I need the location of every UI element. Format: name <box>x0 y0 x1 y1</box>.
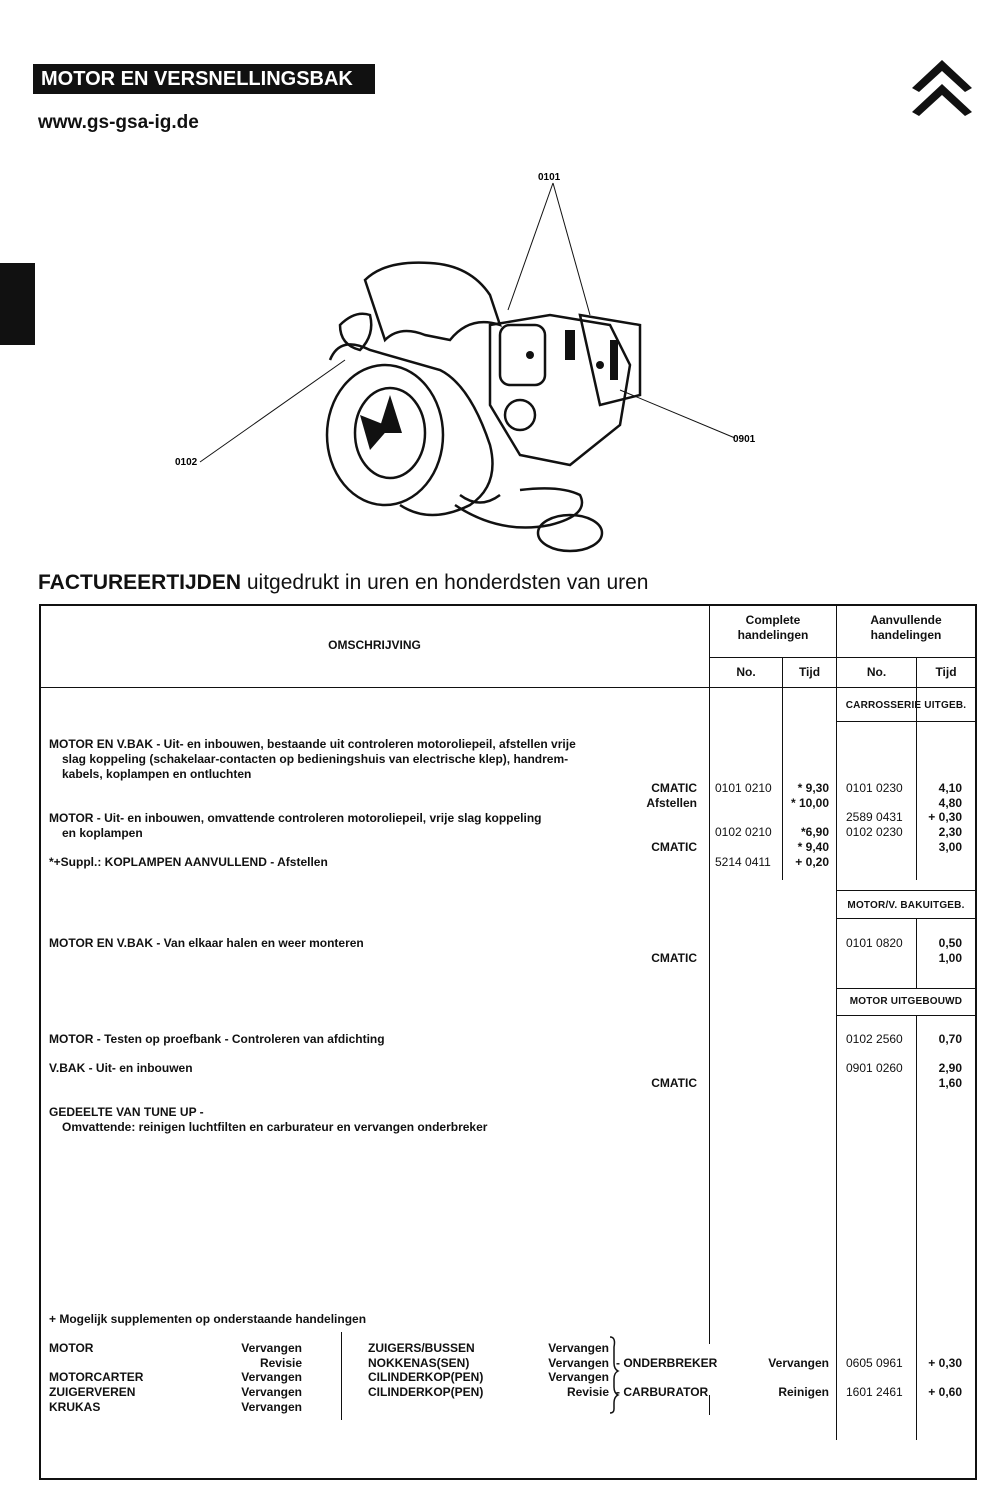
row6-extra-b: 1,60 <box>938 1076 962 1090</box>
row2-tijd-a: *6,90 <box>800 825 829 839</box>
row7-desc-line2: Omvattende: reinigen luchtfilten en carburateur en vervangen onderbreker <box>62 1120 488 1134</box>
row1-no: 0101 0210 <box>715 781 772 795</box>
row1-afstellen: Afstellen <box>646 796 697 810</box>
row6-cmatic: CMATIC <box>651 1076 697 1090</box>
supp-tick <box>709 1395 710 1415</box>
section-motor-uitgebouwd: MOTOR UITGEBOUWD <box>849 996 963 1007</box>
supp-cilinderkop-2: CILINDERKOP(PEN) <box>368 1385 484 1399</box>
row4-extra-no: 0101 0820 <box>846 936 903 950</box>
section2-top <box>836 890 976 891</box>
section3-top <box>836 988 976 989</box>
row2-extra-no-a: 2589 0431 <box>846 810 903 824</box>
supp-onderbreker-tijd: + 0,30 <box>928 1356 962 1370</box>
supp-onderbreker: - ONDERBREKER <box>616 1356 718 1370</box>
supp-zuigers-bussen-action: Vervangen <box>548 1341 609 1355</box>
row1-desc-line3: kabels, koplampen en ontluchten <box>62 767 252 781</box>
col-header-tijd-extra: Tijd <box>935 665 957 679</box>
row4-extra-b: 1,00 <box>938 951 962 965</box>
heading-bold: FACTUREERTIJDEN <box>38 571 242 594</box>
col-header-no: No. <box>736 665 756 679</box>
col-header-tijd: Tijd <box>798 665 821 679</box>
supp-cilinderkop-2-action: Revisie <box>566 1385 609 1399</box>
section3-line <box>836 1015 976 1016</box>
supp-cilinderkop-1-action: Vervangen <box>548 1370 609 1384</box>
supp-motorcarter-action: Vervangen <box>241 1370 302 1384</box>
supp-motorcarter: MOTORCARTER <box>49 1370 144 1384</box>
row2-extra-c: 3,00 <box>938 840 962 854</box>
supp-onderbreker-no: 0605 0961 <box>846 1356 903 1370</box>
table-right-border <box>975 604 977 1480</box>
supp-motor: MOTOR <box>49 1341 94 1355</box>
website-url: www.gs-gsa-ig.de <box>38 112 199 133</box>
row6-extra-a: 2,90 <box>938 1061 962 1075</box>
supp-krukas-action: Vervangen <box>241 1400 302 1414</box>
col-header-complete-2: handelingen <box>737 628 809 642</box>
row6-desc: V.BAK - Uit- en inbouwen <box>49 1061 193 1075</box>
supp-zuigers-bussen: ZUIGERS/BUSSEN <box>368 1341 475 1355</box>
brace-icon <box>608 1335 620 1415</box>
row3-tijd: + 0,20 <box>795 855 829 869</box>
supp-carburator-action: Reinigen <box>778 1385 829 1399</box>
callout-0102: 0102 <box>175 457 198 468</box>
row1-desc-line1: MOTOR EN V.BAK - Uit- en inbouwen, bestaande uit controleren motoroliepeil, afstellen vrije <box>49 737 576 751</box>
supp-motor-action: Vervangen <box>241 1341 302 1355</box>
heading-rest: uitgedrukt in uren en honderdsten van uren <box>241 571 649 594</box>
billing-times-heading <box>38 571 648 595</box>
row4-extra-a: 0,50 <box>938 936 962 950</box>
row1-desc-line2: slag koppeling (schakelaar-contacten op bedieningshuis van electrische klep), handrem- <box>62 752 569 766</box>
supp-divider <box>341 1332 342 1420</box>
row2-extra-a: + 0,30 <box>928 810 962 824</box>
supp-zuigerveren: ZUIGERVEREN <box>49 1385 136 1399</box>
supp-nokkenas: NOKKENAS(SEN) <box>368 1356 470 1370</box>
section-title: MOTOR EN VERSNELLINGSBAK <box>33 64 375 94</box>
col-divider-desc <box>709 604 710 1344</box>
row2-extra-no-b: 0102 0230 <box>846 825 903 839</box>
row5-extra-no: 0102 2560 <box>846 1032 903 1046</box>
supp-cilinderkop-1: CILINDERKOP(PEN) <box>368 1370 484 1384</box>
col-header-extra-1: Aanvullende <box>870 613 942 627</box>
col-header-extra-2: handelingen <box>870 628 942 642</box>
row6-extra-no: 0901 0260 <box>846 1061 903 1075</box>
supp-carburator-tijd: + 0,60 <box>928 1385 962 1399</box>
subheader-divider <box>709 657 976 658</box>
col-divider-groups <box>836 604 837 1440</box>
supp-nokkenas-action: Vervangen <box>548 1356 609 1370</box>
col-header-description: OMSCHRIJVING <box>328 638 421 652</box>
row4-desc: MOTOR EN V.BAK - Van elkaar halen en weer monteren <box>49 936 364 950</box>
supplements-title: + Mogelijk supplementen op onderstaande handelingen <box>49 1312 367 1326</box>
section-tab-marker <box>0 263 35 345</box>
citroen-logo-icon <box>910 58 974 122</box>
row2-extra-b: 2,30 <box>938 825 962 839</box>
row5-desc: MOTOR - Testen op proefbank - Controleren van afdichting <box>49 1032 385 1046</box>
row2-tijd-b: * 9,40 <box>797 840 829 854</box>
row2-desc-line1: MOTOR - Uit- en inbouwen, omvattende controleren motoroliepeil, vrije slag koppeling <box>49 811 542 825</box>
callout-0101: 0101 <box>538 172 561 183</box>
section-motor-vbak-uitgeb: MOTOR/V. BAKUITGEB. <box>847 900 965 911</box>
supp-carburator-no: 1601 2461 <box>846 1385 903 1399</box>
section-carrosserie-uitgeb: CARROSSERIE UITGEB. <box>845 700 967 711</box>
section1-line <box>836 721 976 722</box>
col-header-complete-1: Complete <box>745 613 801 627</box>
table-left-border <box>39 604 41 1480</box>
supp-zuigerveren-action: Vervangen <box>241 1385 302 1399</box>
section2-line <box>836 918 976 919</box>
row4-cmatic: CMATIC <box>651 951 697 965</box>
row2-cmatic: CMATIC <box>651 840 697 854</box>
row7-desc-line1: GEDEELTE VAN TUNE UP - <box>49 1105 204 1119</box>
supp-krukas: KRUKAS <box>49 1400 101 1414</box>
row2-no: 0102 0210 <box>715 825 772 839</box>
row1-cmatic: CMATIC <box>651 781 697 795</box>
col-header-no-extra: No. <box>866 665 887 679</box>
row1-extra-b: 4,80 <box>938 796 962 810</box>
table-bottom-border <box>39 1478 976 1480</box>
row3-no: 5214 0411 <box>715 855 771 869</box>
row5-extra: 0,70 <box>938 1032 962 1046</box>
supp-motor-revisie: Revisie <box>259 1356 302 1370</box>
row3-desc: *+Suppl.: KOPLAMPEN AANVULLEND - Afstellen <box>49 855 328 869</box>
engine-gearbox-illustration <box>170 165 770 565</box>
row1-extra-no: 0101 0230 <box>846 781 903 795</box>
row2-desc-line2: en koplampen <box>62 826 143 840</box>
row1-tijd-a: * 9,30 <box>797 781 829 795</box>
supp-onderbreker-action: Vervangen <box>768 1356 829 1370</box>
row1-tijd-b: * 10,00 <box>790 796 829 810</box>
row1-extra-a: 4,10 <box>938 781 962 795</box>
supp-carburator: - CARBURATOR <box>616 1385 709 1399</box>
callout-0901: 0901 <box>733 434 756 445</box>
